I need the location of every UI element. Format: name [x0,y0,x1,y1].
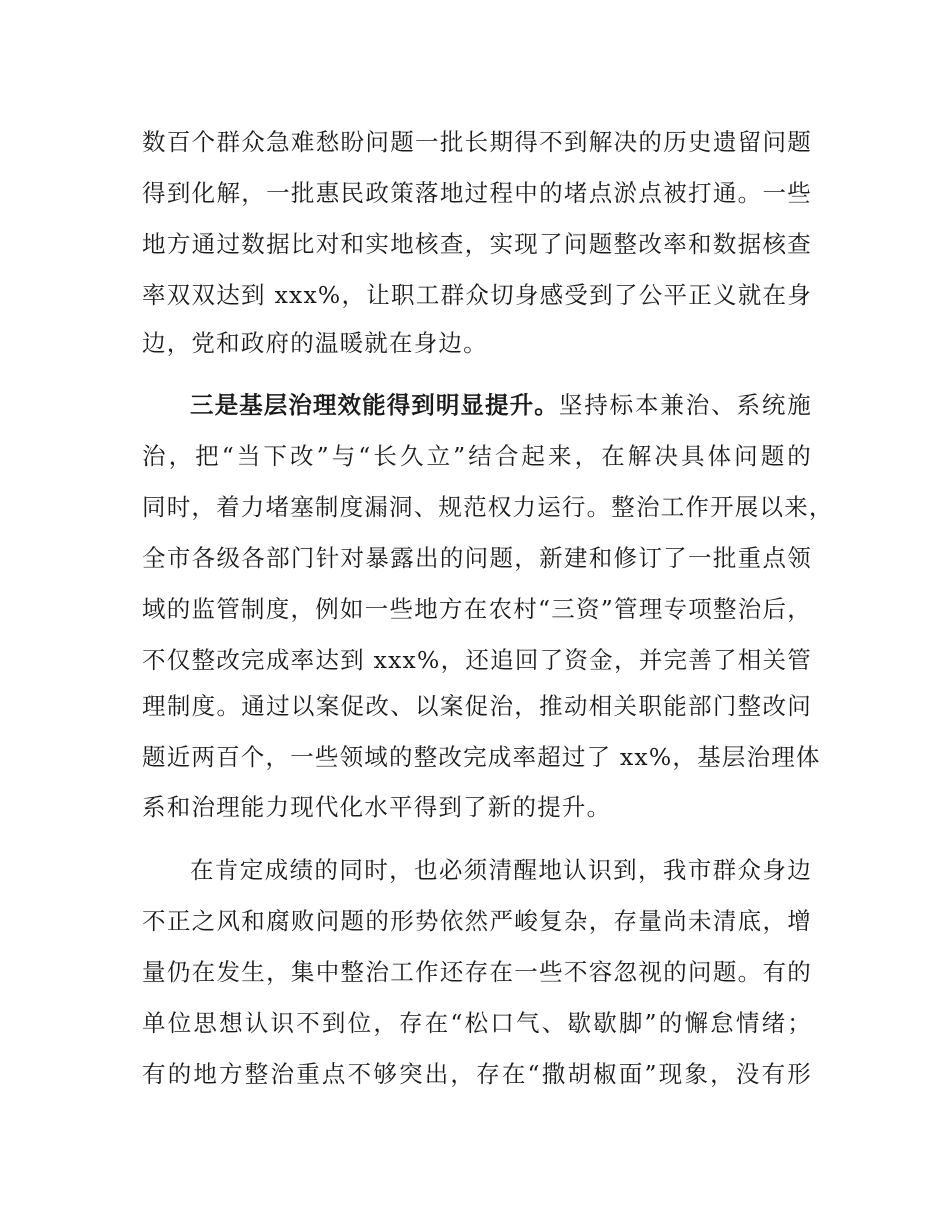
paragraph-3-line-1: 在肯定成绩的同时，也必须清醒地认识到，我市群众身边 [190,856,812,884]
paragraph-3-line-4: 单位思想认识不到位，存在“松口气、歇歇脚”的懈怠情绪； [142,1009,812,1037]
paragraph-2-line-3: 同时，着力堵塞制度漏洞、规范权力运行。整治工作开展以来， [142,493,834,521]
paragraph-2-line-1-rest: 坚持标本兼治、系统施 [558,391,812,419]
section-heading: 三是基层治理效能得到明显提升。 [190,391,559,419]
paragraph-2-line-6: 不仅整改完成率达到 xxx%，还追回了资金，并完善了相关管 [142,646,812,674]
paragraph-2-line-2: 治，把“当下改”与“长久立”结合起来，在解决具体问题的 [142,442,812,470]
paragraph-2-line-5: 域的监管制度，例如一些地方在农村“三资”管理专项整治后， [142,595,812,623]
paragraph-3-line-5: 有的地方整治重点不够突出，存在“撒胡椒面”现象，没有形 [142,1060,812,1088]
paragraph-1-line-5: 边，党和政府的温暖就在身边。 [142,329,488,357]
paragraph-2-line-1 [190,388,812,422]
paragraph-1-line-2: 得到化解，一批惠民政策落地过程中的堵点淤点被打通。一些 [142,179,812,207]
paragraph-2-line-9: 系和治理能力现代化水平得到了新的提升。 [142,793,612,821]
paragraph-2-line-4: 全市各级各部门针对暴露出的问题，新建和修订了一批重点领 [142,544,812,572]
paragraph-3-line-2: 不正之风和腐败问题的形势依然严峻复杂，存量尚未清底，增 [142,907,812,935]
paragraph-1-line-3: 地方通过数据比对和实地核查，实现了问题整改率和数据核查 [142,230,812,258]
paragraph-3-line-3: 量仍在发生，集中整治工作还存在一些不容忽视的问题。有的 [142,958,812,986]
paragraph-2-line-8: 题近两百个，一些领域的整改完成率超过了 xx%，基层治理体 [142,743,821,771]
paragraph-2-line-7: 理制度。通过以案促改、以案促治，推动相关职能部门整改问 [142,692,812,720]
paragraph-1-line-1: 数百个群众急难愁盼问题一批长期得不到解决的历史遗留问题 [142,128,812,156]
paragraph-1-line-4: 率双双达到 xxx%，让职工群众切身感受到了公平正义就在身 [142,281,812,309]
